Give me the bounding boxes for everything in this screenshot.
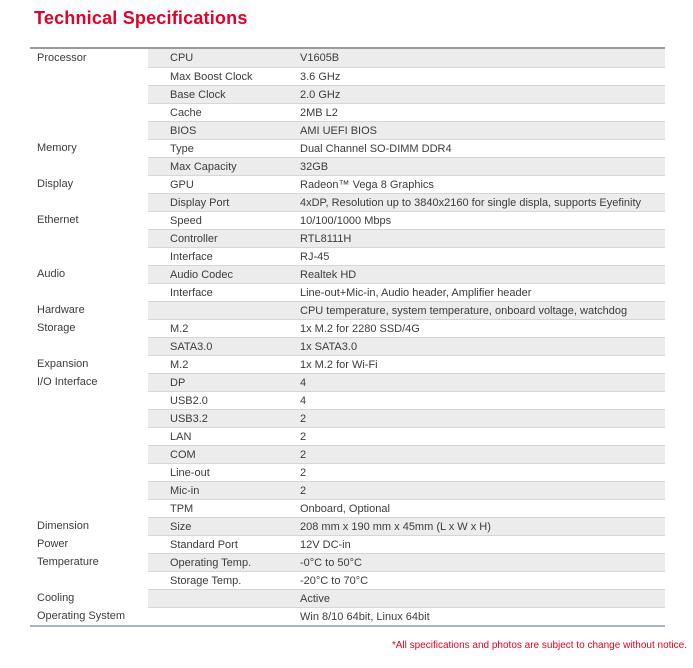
table-row (30, 427, 665, 445)
attribute-cell: GPU (170, 178, 194, 191)
attribute-cell: USB2.0 (170, 394, 208, 407)
category-cell (30, 391, 148, 409)
row-band (148, 85, 665, 103)
table-row (30, 265, 665, 283)
category-cell: Display (30, 175, 148, 193)
table-row (30, 517, 665, 535)
value-cell: Line-out+Mic-in, Audio header, Amplifier header (300, 286, 532, 299)
table-row (30, 49, 665, 67)
table-row (30, 463, 665, 481)
attribute-cell (148, 590, 300, 607)
attribute-cell: Standard Port (170, 538, 238, 551)
category-cell (30, 103, 148, 121)
category-cell: Hardware (30, 301, 148, 319)
attribute-cell: Base Clock (170, 88, 226, 101)
row-band (148, 355, 665, 373)
row-band (148, 283, 665, 301)
disclaimer-footnote: *All specifications and photos are subject to change without notice. (391, 640, 687, 651)
table-row (30, 445, 665, 463)
row-band (148, 445, 665, 463)
attribute-cell: Operating Temp. (170, 556, 252, 569)
category-cell (30, 499, 148, 517)
table-row (30, 409, 665, 427)
table-row (30, 589, 665, 607)
category-cell: Audio (30, 265, 148, 283)
row-band (148, 229, 665, 247)
attribute-cell: Cache (170, 106, 202, 119)
attribute-cell: CPU (170, 52, 194, 64)
table-row (30, 283, 665, 301)
value-cell: 2 (300, 430, 307, 443)
value-cell: 2 (300, 484, 307, 497)
row-band (148, 67, 665, 85)
table-row (30, 373, 665, 391)
category-cell: Power (30, 535, 148, 553)
category-cell (30, 427, 148, 445)
value-cell: 4 (300, 376, 307, 389)
row-band (148, 211, 665, 229)
category-cell: Memory (30, 139, 148, 157)
value-cell: 208 mm x 190 mm x 45mm (L x W x H) (300, 520, 491, 533)
value-cell: CPU temperature, system temperature, onboard voltage, watchdog (300, 304, 628, 317)
attribute-cell: Interface (170, 286, 213, 299)
category-cell (30, 193, 148, 211)
row-band (148, 103, 665, 121)
table-row (30, 247, 665, 265)
value-cell: 32GB (300, 160, 329, 173)
category-cell: Temperature (30, 553, 148, 571)
value-cell: -0°C to 50°C (300, 556, 362, 569)
attribute-cell (148, 302, 300, 319)
value-cell: 2 (300, 412, 307, 425)
value-cell: 2 (300, 448, 307, 461)
value-cell: 2MB L2 (300, 106, 338, 119)
row-band (148, 535, 665, 553)
attribute-cell: M.2 (170, 358, 189, 371)
table-row (30, 85, 665, 103)
category-cell (30, 229, 148, 247)
category-cell: Ethernet (30, 211, 148, 229)
value-cell: -20°C to 70°C (300, 574, 369, 587)
attribute-cell: Max Capacity (170, 160, 237, 173)
value-cell: 3.6 GHz (300, 70, 341, 83)
attribute-cell: Speed (170, 214, 202, 227)
table-row (30, 481, 665, 499)
value-cell: Realtek HD (300, 268, 357, 281)
category-cell (30, 247, 148, 265)
table-row (30, 535, 665, 553)
value-cell: 12V DC-in (300, 538, 351, 551)
page-title: Technical Specifications (34, 8, 248, 28)
value-cell: Radeon™ Vega 8 Graphics (300, 178, 434, 191)
row-band (148, 319, 665, 337)
category-cell: Dimension (30, 517, 148, 535)
attribute-cell: Audio Codec (170, 268, 233, 281)
attribute-cell: COM (170, 448, 196, 461)
value-cell: Dual Channel SO-DIMM DDR4 (300, 142, 452, 155)
category-cell: Storage (30, 319, 148, 337)
category-cell (30, 445, 148, 463)
row-band (148, 157, 665, 175)
attribute-cell: TPM (170, 502, 194, 515)
row-band (148, 337, 665, 355)
row-band (148, 589, 665, 607)
row-band (148, 517, 665, 535)
category-cell (30, 337, 148, 355)
attribute-cell (148, 608, 300, 625)
value-cell: AMI UEFI BIOS (300, 124, 378, 137)
attribute-cell: Storage Temp. (170, 574, 242, 587)
row-band (148, 499, 665, 517)
category-cell (30, 481, 148, 499)
row-band (148, 265, 665, 283)
spec-table-body (30, 49, 665, 625)
table-row (30, 193, 665, 211)
value-cell: 2.0 GHz (300, 88, 341, 101)
attribute-cell: DP (170, 376, 186, 389)
category-cell (30, 409, 148, 427)
value-cell: V1605B (300, 52, 340, 64)
value-cell: 1x SATA3.0 (300, 340, 358, 353)
category-cell (30, 283, 148, 301)
table-row (30, 139, 665, 157)
row-band (148, 427, 665, 445)
table-row (30, 319, 665, 337)
row-band (148, 571, 665, 589)
table-row (30, 337, 665, 355)
table-row (30, 229, 665, 247)
attribute-cell: LAN (170, 430, 192, 443)
table-row (30, 211, 665, 229)
attribute-cell: Controller (170, 232, 218, 245)
row-band (148, 301, 665, 319)
attribute-cell: Size (170, 520, 192, 533)
value-cell: RJ-45 (300, 250, 330, 263)
row-band (148, 553, 665, 571)
row-band (148, 175, 665, 193)
row-band (148, 391, 665, 409)
category-cell: Processor (30, 49, 148, 67)
value-cell: 1x M.2 for Wi-Fi (300, 358, 378, 371)
value-cell: 1x M.2 for 2280 SSD/4G (300, 322, 420, 335)
category-cell: Expansion (30, 355, 148, 373)
value-cell: Win 8/10 64bit, Linux 64bit (300, 610, 430, 623)
attribute-cell: Max Boost Clock (170, 70, 253, 83)
category-cell (30, 463, 148, 481)
row-band (148, 463, 665, 481)
value-cell: 4xDP, Resolution up to 3840x2160 for single displa, supports Eyefinity (300, 196, 642, 209)
row-band (148, 409, 665, 427)
row-band (148, 373, 665, 391)
attribute-cell: Interface (170, 250, 213, 263)
row-band (148, 607, 665, 625)
category-cell (30, 67, 148, 85)
category-cell (30, 571, 148, 589)
attribute-cell: SATA3.0 (170, 340, 213, 353)
category-cell (30, 85, 148, 103)
table-row (30, 553, 665, 571)
row-band (148, 247, 665, 265)
table-row (30, 67, 665, 85)
value-cell: RTL8111H (300, 232, 352, 245)
table-row (30, 499, 665, 517)
value-cell: 4 (300, 394, 307, 407)
row-band (148, 481, 665, 499)
attribute-cell: Type (170, 142, 194, 155)
table-row (30, 607, 665, 625)
value-cell: 10/100/1000 Mbps (300, 214, 392, 227)
row-band (148, 139, 665, 157)
attribute-cell: Display Port (170, 196, 230, 209)
category-cell: Cooling (30, 589, 148, 607)
table-row (30, 103, 665, 121)
attribute-cell: BIOS (170, 124, 197, 137)
spec-table (30, 47, 665, 627)
category-cell (30, 157, 148, 175)
table-row (30, 175, 665, 193)
attribute-cell: M.2 (170, 322, 189, 335)
row-band (148, 121, 665, 139)
table-row (30, 301, 665, 319)
table-row (30, 355, 665, 373)
value-cell: Onboard, Optional (300, 502, 390, 515)
category-cell (30, 121, 148, 139)
attribute-cell: Line-out (170, 466, 210, 479)
table-row (30, 571, 665, 589)
table-row (30, 391, 665, 409)
table-row (30, 157, 665, 175)
table-row (30, 121, 665, 139)
attribute-cell: Mic-in (170, 484, 200, 497)
attribute-cell: USB3.2 (170, 412, 208, 425)
row-band (148, 193, 665, 211)
category-cell: Operating System (30, 607, 148, 625)
row-band (148, 49, 665, 67)
value-cell: Active (300, 592, 330, 605)
value-cell: 2 (300, 466, 307, 479)
category-cell: I/O Interface (30, 373, 148, 391)
